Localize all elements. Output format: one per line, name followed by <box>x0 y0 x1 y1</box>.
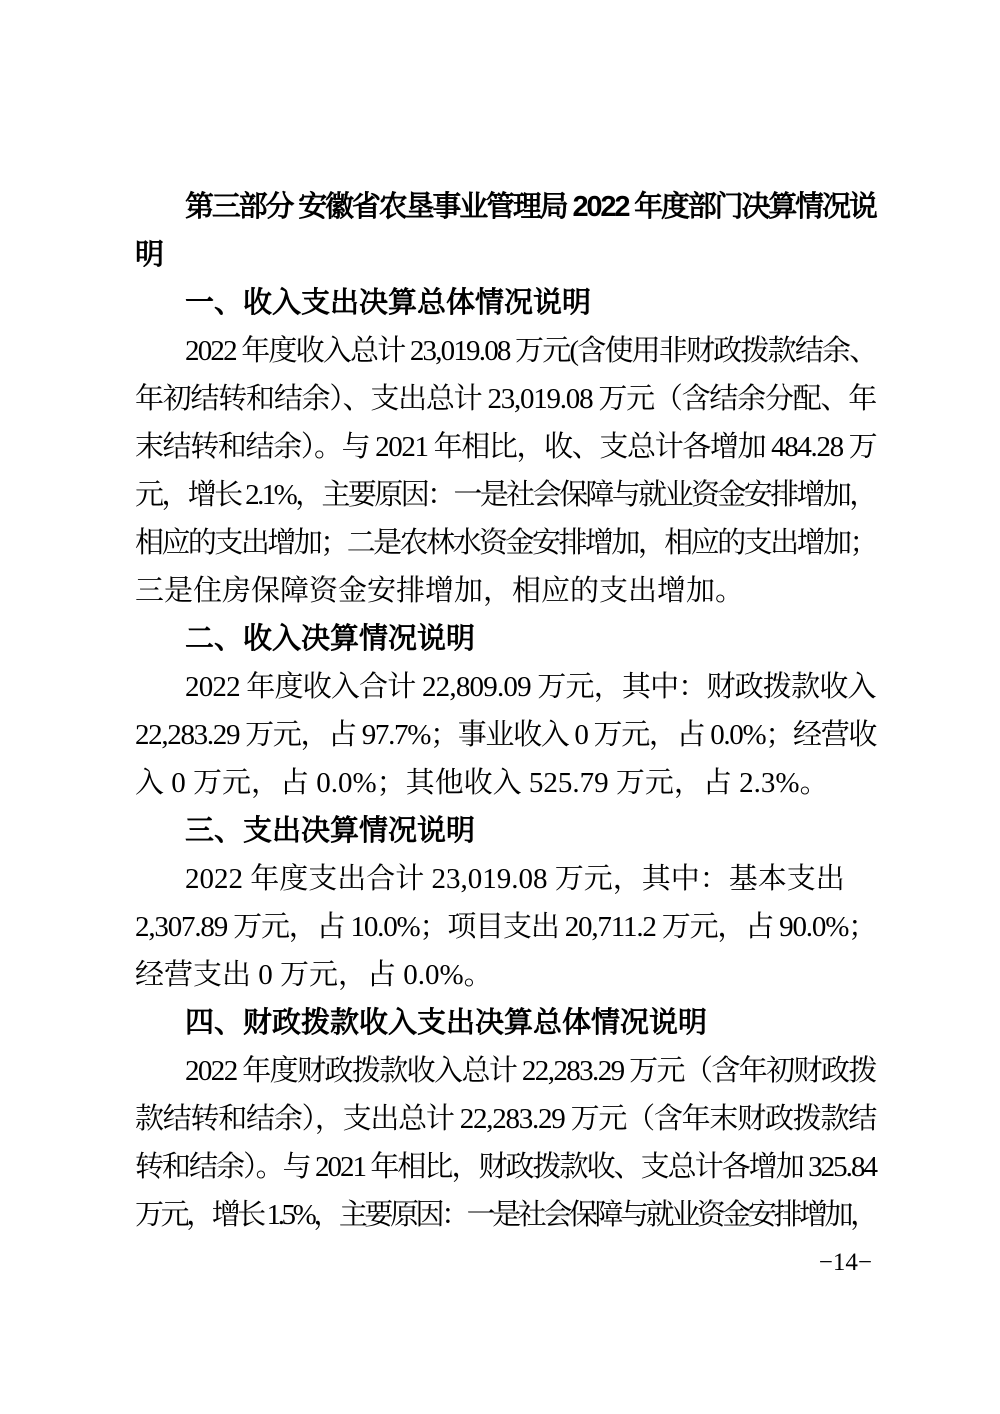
text-line: 2022 年度财政拨款收入总计 22,283.29 万元（含年初财政拨 <box>185 1055 876 1087</box>
text-line: 末结转和结余）。与 2021 年相比，收、支总计各增加 484.28 万 <box>135 431 877 463</box>
text-line: 相应的支出增加；二是农林水资金安排增加，相应的支出增加； <box>135 527 877 559</box>
text-line: 2,307.89 万元，占 10.0%；项目支出 20,711.2 万元，占 90.0%； <box>135 911 876 943</box>
text-line: 入 0 万元，占 0.0%；其他收入 525.79 万元，占 2.3%。 <box>135 767 829 799</box>
text-line: 22,283.29 万元，占 97.7%；事业收入 0 万元，占 0.0%；经营收 <box>135 719 877 751</box>
text-line: 二、收入决算情况说明 <box>185 623 476 655</box>
text-line: 2022 年度支出合计 23,019.08 万元，其中：基本支出 <box>185 863 845 895</box>
text-line: 明 <box>135 239 165 271</box>
text-line: 元，增长 2.1%，主要原因：一是社会保障与就业资金安排增加， <box>135 479 876 511</box>
text-line: 经营支出 0 万元，占 0.0%。 <box>135 959 493 991</box>
text-line: 三是住房保障资金安排增加，相应的支出增加。 <box>135 575 745 607</box>
document-body <box>135 183 876 1239</box>
text-line: 一、收入支出决算总体情况说明 <box>185 287 592 319</box>
text-line: 第三部分 安徽省农垦事业管理局 2022 年度部门决算情况说 <box>185 191 876 223</box>
page-number: −14− <box>818 1249 872 1276</box>
text-line: 款结转和结余），支出总计 22,283.29 万元（含年末财政拨款结 <box>135 1103 877 1135</box>
text-line: 四、财政拨款收入支出决算总体情况说明 <box>185 1007 708 1039</box>
text-line: 2022 年度收入总计 23,019.08 万元(含使用非财政拨款结余、 <box>185 335 877 367</box>
text-line: 年初结转和结余）、支出总计 23,019.08 万元（含结余分配、年 <box>135 383 877 415</box>
text-line: 三、支出决算情况说明 <box>185 815 476 847</box>
text-line: 2022 年度收入合计 22,809.09 万元，其中：财政拨款收入 <box>185 671 876 703</box>
text-line: 万元，增长 1.5%，主要原因：一是社会保障与就业资金安排增加， <box>135 1199 876 1231</box>
text-line: 转和结余）。与 2021 年相比，财政拨款收、支总计各增加 325.84 <box>135 1151 877 1183</box>
